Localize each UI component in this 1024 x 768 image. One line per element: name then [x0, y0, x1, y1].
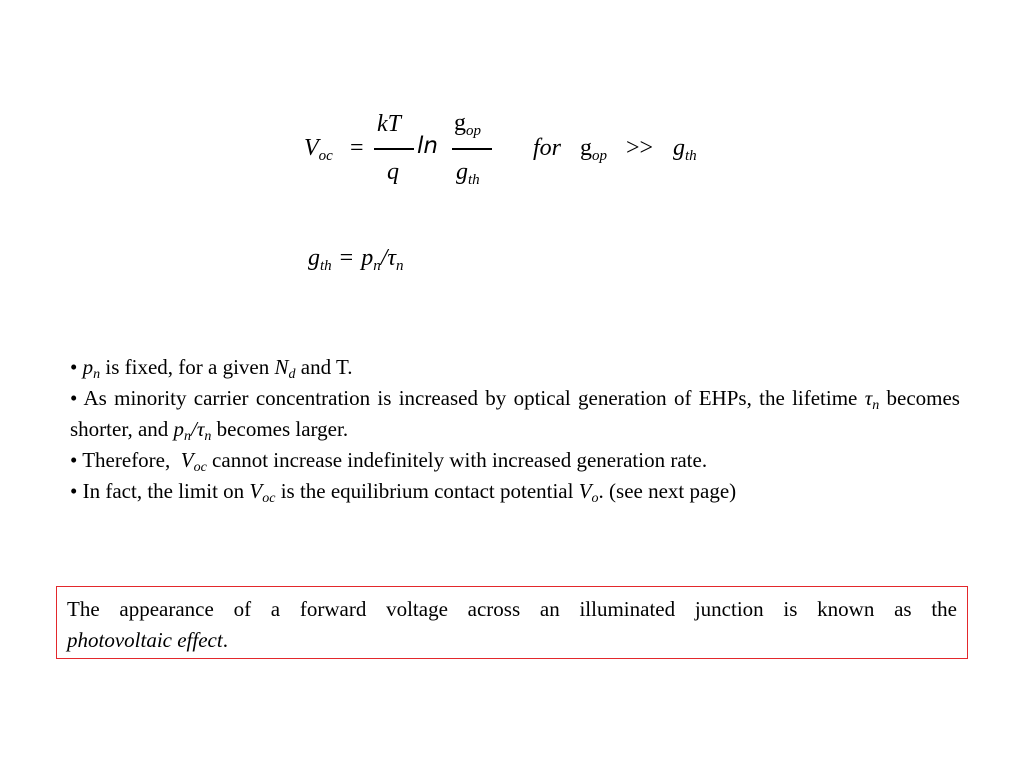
- slash: /: [380, 245, 388, 271]
- g-op-condition: $g_{op}$: [580, 135, 607, 164]
- tau-n-symbol: $\tau_n$: [387, 245, 404, 274]
- bullet-item-3: • Therefore, $V_{oc}$ cannot increase indefinitely with increased generation rate.: [70, 448, 708, 475]
- g-th-condition: $g_{th}$: [673, 135, 697, 164]
- gth-equation: [308, 245, 404, 274]
- g-th-denominator: $g_{th}$: [456, 159, 480, 188]
- kt-numerator: kT: [377, 111, 401, 137]
- fraction-bar-kt-q: [374, 148, 414, 150]
- definition-period: .: [222, 628, 228, 652]
- voc-symbol: $V_{oc}$: [304, 135, 333, 164]
- bullet-item-4: • In fact, the limit on $V_{oc}$ is the equilibrium contact potential $V_o$. (see next page): [70, 479, 737, 506]
- voc-equation: [300, 108, 720, 192]
- bullet-item-2: • As minority carrier concentration is increased by optical generation of EHPs, the lifetime $\tau_n$ becomes shorter, and $p_n/\tau_n$ becomes larger.: [70, 386, 960, 444]
- g-op-numerator: $g_{op}$: [454, 110, 481, 139]
- pn-symbol: $p_n$: [361, 245, 381, 274]
- definition-box: [56, 586, 968, 659]
- fraction-bar-g: [452, 148, 492, 150]
- for-text: for: [533, 135, 562, 161]
- g-th-symbol: $g_{th}$: [308, 245, 332, 274]
- ln-function: ln: [417, 133, 438, 159]
- equals-sign: =: [339, 245, 354, 271]
- photovoltaic-effect-term: photovoltaic effect: [67, 628, 223, 652]
- definition-text: The appearance of a forward voltage across an illuminated junction is known as the: [67, 597, 957, 621]
- q-denominator: q: [387, 159, 399, 185]
- equals-sign: =: [350, 135, 364, 161]
- bullet-list: [70, 352, 960, 507]
- bullet-item-1: • $p_n$ is fixed, for a given $N_d$ and T.: [70, 355, 353, 382]
- much-greater-operator: >>: [626, 135, 654, 161]
